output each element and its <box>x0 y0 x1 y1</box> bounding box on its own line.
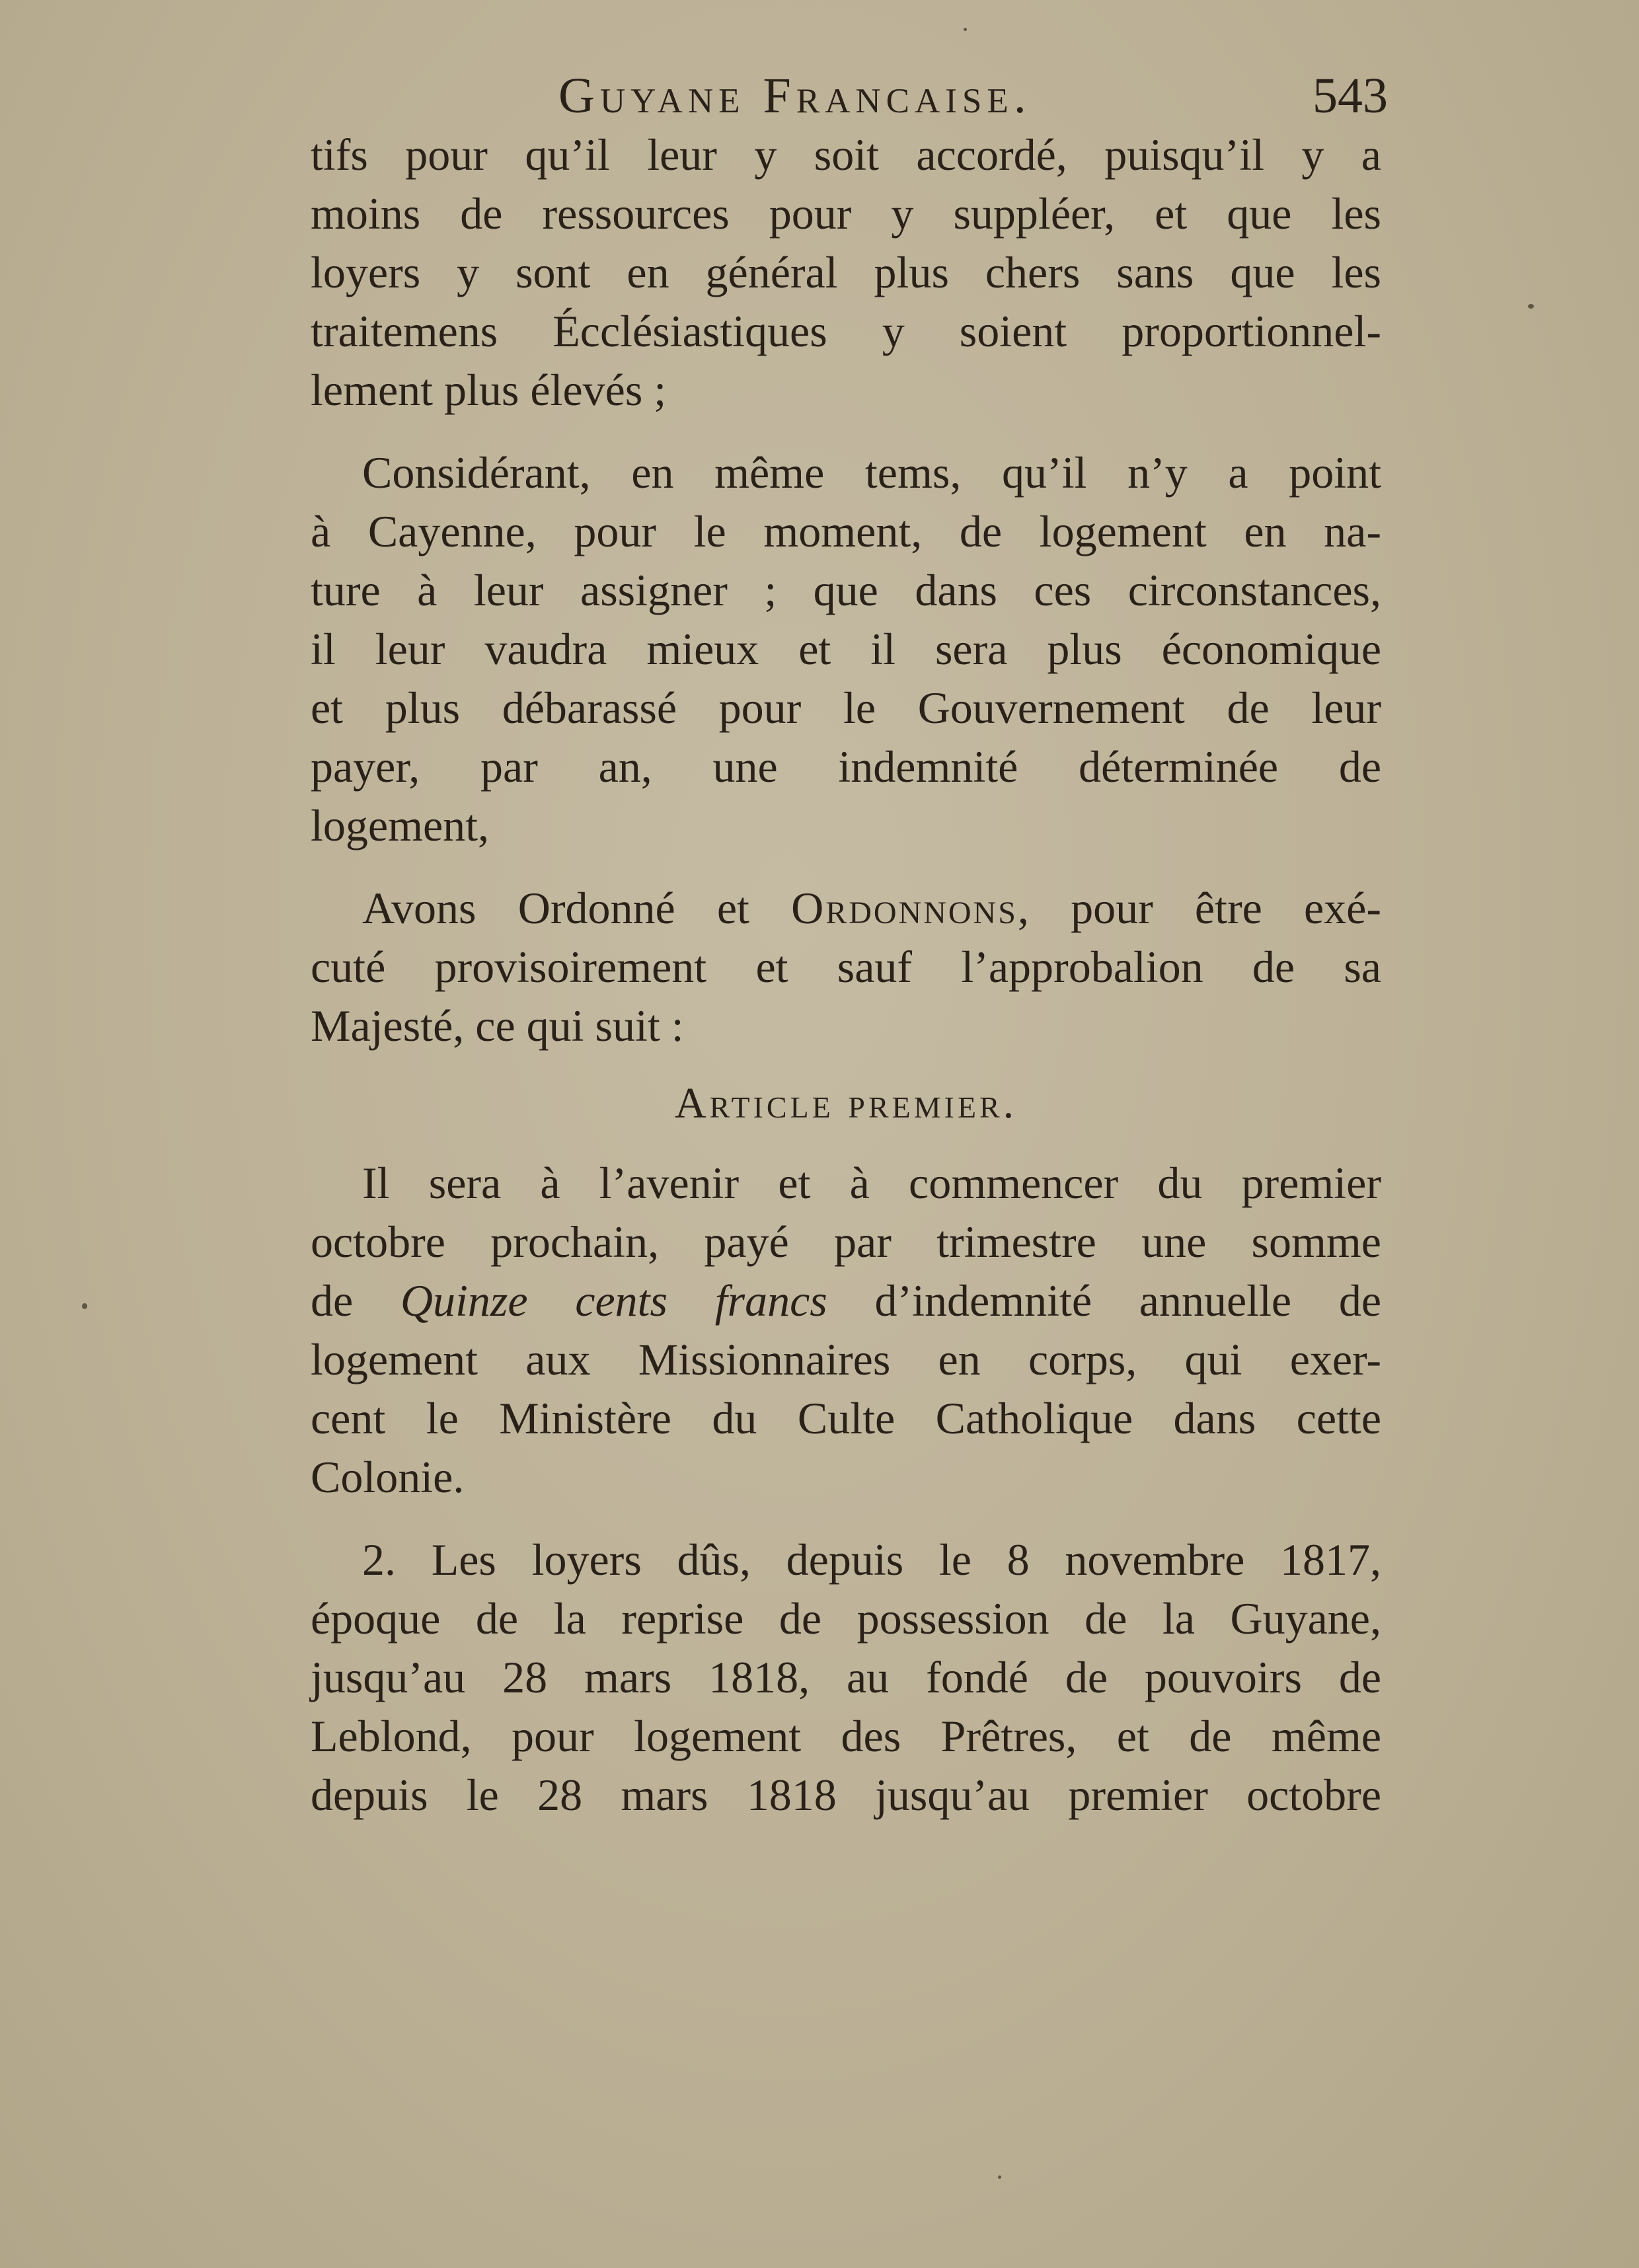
paragraph-considerant <box>311 443 1381 855</box>
text-line: Colonie. <box>311 1452 465 1502</box>
paragraph-ordonnons <box>311 879 1381 1055</box>
text-line <box>311 1271 1381 1330</box>
text-line: lement plus élevés ; <box>311 365 667 415</box>
italic-amount: Quinze cents francs <box>400 1275 827 1326</box>
article-heading: Article premier. <box>674 1079 1018 1127</box>
page-text <box>311 126 1381 1825</box>
text-fragment: d’indemnité annuelle de <box>874 1275 1382 1326</box>
text-line: logement aux Missionnaires en corps, qui exer- <box>311 1334 1381 1384</box>
text-line: logement, <box>311 800 490 850</box>
text-line: tifs pour qu’il leur y soit accordé, puisqu’il y a <box>311 130 1381 180</box>
text-line: 2. Les loyers dûs, depuis le 8 novembre 1817, <box>362 1534 1381 1585</box>
text-line: cuté provisoirement et sauf l’approbalion de sa <box>311 942 1381 992</box>
text-line: cent le Ministère du Culte Catholique dans cette <box>311 1393 1381 1443</box>
paragraph-article-2 <box>311 1531 1381 1825</box>
text-fragment: , pour être exé- <box>1017 883 1382 933</box>
paragraph-article-1 <box>311 1154 1381 1507</box>
text-line: Majesté, ce qui suit : <box>311 1001 684 1051</box>
paper-speck <box>964 28 967 31</box>
running-head <box>311 66 1388 126</box>
text-fragment: de <box>311 1275 354 1326</box>
text-fragment: Avons Ordonné et <box>362 883 749 933</box>
text-line: il leur vaudra mieux et il sera plus économique <box>311 624 1381 674</box>
text-line: loyers y sont en général plus chers sans que les <box>311 247 1381 297</box>
text-line: Considérant, en même tems, qu’il n’y a point <box>362 447 1381 498</box>
text-line: depuis le 28 mars 1818 jusqu’au premier octobre <box>311 1770 1381 1820</box>
text-line: Leblond, pour logement des Prêtres, et de même <box>311 1711 1381 1761</box>
paper-speck <box>82 1303 87 1309</box>
text-line: époque de la reprise de possession de la Guyane, <box>311 1593 1381 1644</box>
text-line: jusqu’au 28 mars 1818, au fondé de pouvoirs de <box>311 1652 1381 1702</box>
paper-speck <box>998 2175 1001 2179</box>
paragraph-continuation <box>311 126 1381 420</box>
text-line: et plus débarassé pour le Gouvernement de leur <box>311 683 1381 733</box>
text-line: octobre prochain, payé par trimestre une somme <box>311 1217 1381 1267</box>
running-head-title: Guyane Francaise. <box>558 68 1032 124</box>
text-line: payer, par an, une indemnité déterminée de <box>311 741 1381 792</box>
page-number: 543 <box>1313 68 1388 124</box>
text-line: traitemens Écclésiastiques y soient proportionnel- <box>311 306 1381 356</box>
text-line <box>311 879 1381 938</box>
text-line: à Cayenne, pour le moment, de logement en na- <box>311 506 1381 556</box>
text-line: Il sera à l’avenir et à commencer du premier <box>362 1158 1381 1208</box>
text-line: ture à leur assigner ; que dans ces circonstances, <box>311 565 1381 615</box>
paper-speck <box>1528 304 1534 309</box>
small-caps-word: Ordonnons <box>791 883 1018 933</box>
text-line: moins de ressources pour y suppléer, et que les <box>311 188 1381 239</box>
